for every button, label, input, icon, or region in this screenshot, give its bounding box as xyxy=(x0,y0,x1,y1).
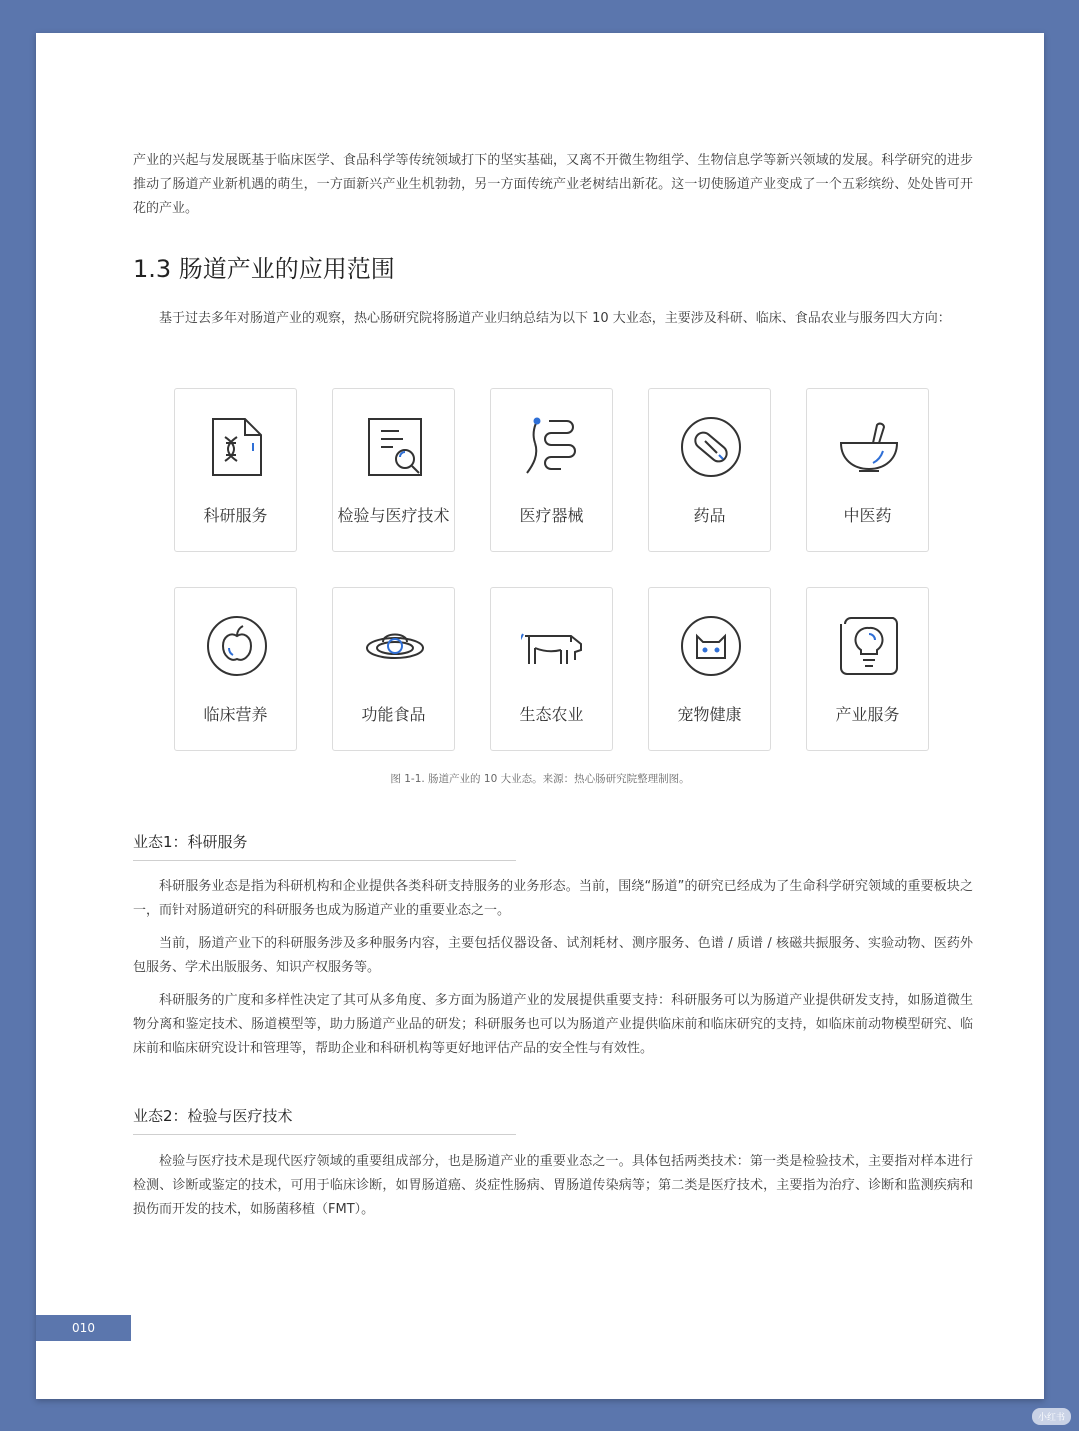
card-functional-food xyxy=(332,587,455,751)
biz1-paragraph-3: 科研服务的广度和多样性决定了其可从多角度、多方面为肠道产业的发展提供重要支持：科研服务可以为肠道产业提供研发支持，如肠道微生物分离和鉴定技术、肠道模型等，助力肠道产业品的研发；科研服务也可以为肠道产业提供临床前和临床研究的支持，如临床前动物模型研究、临床前和临床研究设计和管理等，帮助企业和科研机构等更好地评估产品的安全性与有效性。 xyxy=(133,993,973,1056)
pill-icon xyxy=(679,415,743,479)
card-clinical-nutrition xyxy=(174,587,297,751)
biz1-title: 业态1：科研服务 xyxy=(133,831,516,861)
figure-caption: 图 1-1. 肠道产业的 10 大业态。来源：热心肠研究院整理制图。 xyxy=(390,773,690,785)
biz1-body xyxy=(133,875,973,1061)
card-label: 临床营养 xyxy=(203,705,268,724)
section-lead-paragraph: 基于过去多年对肠道产业的观察，热心肠研究院将肠道产业归纳总结为以下 10 大业态，主要涉及科研、临床、食品农业与服务四大方向： xyxy=(159,311,951,326)
intestine-device-icon xyxy=(521,415,585,479)
platform-badge: 小红书 xyxy=(1032,1408,1071,1425)
lightbulb-icon xyxy=(837,614,901,678)
card-label: 产业服务 xyxy=(835,705,900,724)
card-industry-service xyxy=(806,587,929,751)
card-label: 科研服务 xyxy=(203,506,268,525)
card-label: 宠物健康 xyxy=(677,705,742,724)
dna-document-icon xyxy=(205,415,269,479)
card-eco-agriculture xyxy=(490,587,613,751)
biz2-title: 业态2：检验与医疗技术 xyxy=(133,1105,516,1135)
biz2-paragraph-1: 检验与医疗技术是现代医疗领域的重要组成部分，也是肠道产业的重要业态之一。具体包括两类技术：第一类是检验技术，主要指对样本进行检测、诊断或鉴定的技术，可用于临床诊断，如胃肠道癌、炎症性肠病、胃肠道传染病等；第二类是医疗技术，主要指为治疗、诊断和监测疾病和损伤而开发的技术，如肠菌移植（FMT）。 xyxy=(133,1154,973,1217)
card-drugs xyxy=(648,388,771,552)
card-pet-health xyxy=(648,587,771,751)
card-testing-medical-tech xyxy=(332,388,455,552)
document-page xyxy=(36,33,1044,1399)
card-research-service xyxy=(174,388,297,552)
card-label: 医疗器械 xyxy=(519,506,584,525)
card-tcm xyxy=(806,388,929,552)
intro-paragraph: 产业的兴起与发展既基于临床医学、食品科学等传统领域打下的坚实基础，又离不开微生物组学、生物信息学等新兴领域的发展。科学研究的进步推动了肠道产业新机遇的萌生，一方面新兴产业生机勃勃，另一方面传统产业老树结出新花。这一切使肠道产业变成了一个五彩缤纷、处处皆可开花的产业。 xyxy=(133,153,973,216)
biz1-paragraph-2: 当前，肠道产业下的科研服务涉及多种服务内容，主要包括仪器设备、试剂耗材、测序服务、色谱 / 质谱 / 核磁共振服务、实验动物、医药外包服务、学术出版服务、知识产权服务等。 xyxy=(133,936,973,975)
card-label: 中医药 xyxy=(843,506,892,525)
page-number: 010 xyxy=(36,1315,131,1341)
document-magnifier-icon xyxy=(363,415,427,479)
card-label: 功能食品 xyxy=(361,705,426,724)
biz2-body xyxy=(133,1150,973,1222)
biz1-paragraph-1: 科研服务业态是指为科研机构和企业提供各类科研支持服务的业务形态。当前，围绕“肠道”的研究已经成为了生命科学研究领域的重要板块之一，而针对肠道研究的科研服务也成为肠道产业的重要业态之一。 xyxy=(133,879,973,918)
section-lead xyxy=(133,307,973,331)
intro-section xyxy=(133,149,973,221)
card-label: 检验与医疗技术 xyxy=(337,506,450,525)
section-title: 1.3 肠道产业的应用范围 xyxy=(133,255,395,283)
card-label: 药品 xyxy=(693,506,726,525)
apple-icon xyxy=(205,614,269,678)
food-planet-icon xyxy=(363,614,427,678)
cow-icon xyxy=(521,614,585,678)
pet-cat-icon xyxy=(679,614,743,678)
card-label: 生态农业 xyxy=(519,705,584,724)
mortar-pestle-icon xyxy=(837,415,901,479)
card-medical-devices xyxy=(490,388,613,552)
